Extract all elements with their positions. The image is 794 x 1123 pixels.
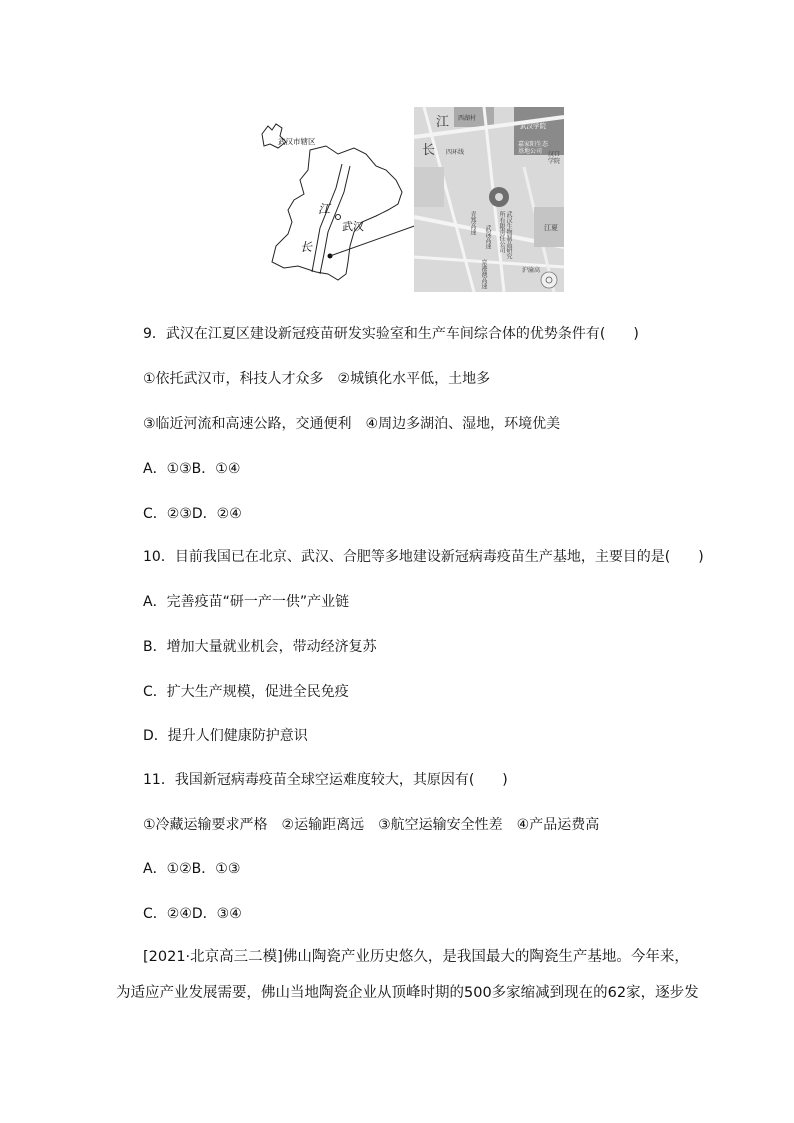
city-label: 武汉 — [342, 220, 364, 233]
q11-option: C．②④D．③④ — [143, 906, 242, 922]
q9-item: ③临近河流和高速公路，交通便利 ④周边多湖泊、湿地，环境优美 — [143, 416, 561, 432]
city-marker — [336, 215, 341, 220]
q10-option: A．完善疫苗“研一产一供”产业链 — [143, 594, 350, 610]
q11-option: A．①②B．①③ — [143, 861, 241, 877]
q11-item: ①冷藏运输要求严格 ②运输距离远 ③航空运输安全性差 ④产品运费高 — [143, 817, 600, 833]
district-label: 武汉市辖区 — [278, 137, 316, 146]
river-label-jiang: 江 — [318, 202, 331, 216]
inset-road2: 四环线 — [446, 149, 465, 156]
q9-stem: 9．武汉在江夏区建设新冠疫苗研发实验室和生产车间综合体的优势条件有( ) — [143, 326, 639, 342]
passage-line-1: [2021·北京高三二模]佛山陶瓷产业历史悠久，是我国最大的陶瓷生产基地。今年来， — [143, 949, 689, 965]
q11-stem: 11．我国新冠病毒疫苗全球空运难度较大，其原因有( ) — [143, 772, 508, 788]
q10-option: B．增加大量就业机会，带动经济复苏 — [143, 639, 377, 655]
inset-school2: 汉口学院 — [548, 151, 561, 165]
inset-school1: 武汉学院 — [520, 122, 546, 130]
inset-river-jiang: 江 — [436, 115, 450, 130]
inset-target: 武汉生物制品研究所有限责任公司 — [498, 211, 512, 259]
inset-place: 江夏 — [544, 224, 558, 232]
wuhan-map-figure — [258, 104, 568, 296]
locate-control — [541, 272, 557, 288]
inset-river-chang: 长 — [422, 143, 436, 158]
q9-option: A．①③B．①④ — [143, 461, 241, 477]
inset-highway3: 京港澳高速 — [480, 259, 487, 289]
q10-option: D．提升人们健康防护意识 — [143, 728, 308, 744]
q9-option: C．②③D．②④ — [143, 506, 242, 522]
inset-road3: 沪渝高 — [522, 267, 541, 274]
river-label-chang: 长 — [300, 240, 313, 254]
q10-option: C．扩大生产规模，促进全民免疫 — [143, 684, 349, 700]
block-area — [414, 167, 444, 207]
site-pin-inner — [495, 193, 503, 201]
inset-street-map — [414, 107, 564, 292]
yangtze-river — [312, 164, 342, 272]
inset-highway2: 武深高速 — [484, 225, 491, 249]
q10-stem: 10．目前我国已在北京、武汉、合肥等多地建设新冠病毒疫苗生产基地，主要目的是( ) — [143, 549, 704, 565]
q9-item: ①依托武汉市，科技人才众多 ②城镇化水平低，土地多 — [143, 371, 491, 387]
passage-line-2: 为适应产业发展需要，佛山当地陶瓷企业从顶峰时期的500多家缩减到现在的62家，逐步发 — [116, 985, 699, 1001]
inset-map-graphics — [414, 107, 564, 292]
inset-highway1: 青郑高速 — [469, 211, 476, 235]
inset-road1: 西湖村 — [458, 115, 477, 122]
inset-company1: 嘉家阳生态基地公司 — [518, 141, 549, 155]
wuhan-outline — [272, 146, 402, 280]
